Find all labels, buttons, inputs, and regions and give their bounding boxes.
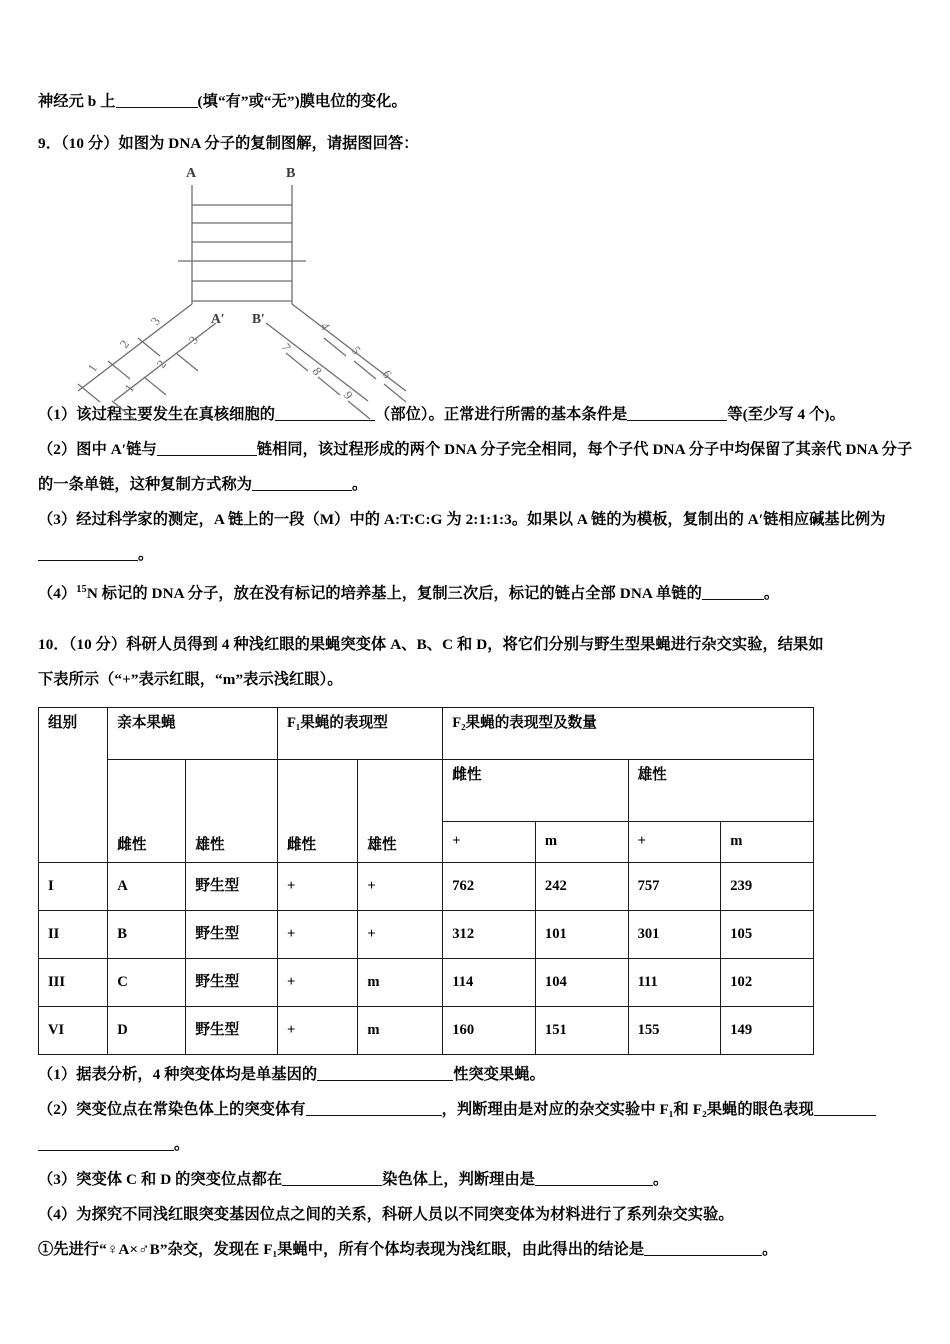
tick-num-left-inner-3: 3 [185, 333, 202, 347]
th-f1-female: 雌性 [277, 760, 357, 863]
q10-item-1-text-a: 据表分析，4 种突变体均是单基因的 [76, 1066, 318, 1084]
q10-item-2-text-a: 突变位点在常染色体上的突变体有 [76, 1101, 306, 1119]
fill-blank[interactable] [38, 560, 138, 561]
th-f2-female-m: m [535, 822, 628, 863]
th-group: 组别 [39, 708, 108, 863]
cell-f2-male-m: 102 [721, 959, 814, 1007]
q9-item-3-label: （3） [38, 511, 77, 528]
cell-parent-female: A [108, 863, 186, 911]
q10-item-1-text-b: 性突变果蝇。 [453, 1066, 545, 1084]
q10-item-1 [38, 1057, 920, 1092]
cell-parent-male: 野生型 [186, 959, 278, 1007]
tick-num-left-outer-2: 2 [116, 337, 133, 351]
q10-item-3-text-a: 突变体 C 和 D 的突变位点都在 [76, 1171, 283, 1189]
cross-experiment-table [38, 707, 814, 1055]
question-9-stem: 如图为 DNA 分子的复制图解，请据图回答： [118, 135, 419, 152]
q9-item-4-text-a: N 标记的 DNA 分子，放在没有标记的培养基上，复制三次后，标记的链占全部 DNA 单链的 [86, 585, 702, 603]
question-10-stem-line1: 科研人员得到 4 种浅红眼的果蝇突变体 A、B、C 和 D，将它们分别与野生型果蝇进行杂交实验，结果如 [126, 636, 824, 654]
tick-num-left-inner-1: 1 [121, 381, 138, 395]
cell-f1-female: + [277, 959, 357, 1007]
tick-num-left-inner-2: 2 [153, 357, 170, 371]
q10-sub-item-1-text-b: 。 [762, 1241, 778, 1259]
q9-item-3-text-b: 。 [138, 546, 154, 563]
q10-sub-item-1-text-a: 先进行“♀A×♂B”杂交，发现在 F₁果蝇中，所有个体均表现为浅红眼，由此得出的结论是 [53, 1241, 645, 1259]
cell-parent-female: B [108, 911, 186, 959]
question-10-number: 10． [38, 636, 69, 654]
th-f2-female-plus: + [443, 822, 536, 863]
fill-blank[interactable] [252, 490, 352, 491]
cell-f1-female: + [277, 911, 357, 959]
cell-group: VI [39, 1007, 108, 1055]
q10-item-2-continuation [38, 1127, 920, 1162]
cell-f2-female-plus: 312 [443, 911, 536, 959]
neuron-prefix-text: 神经元 b 上 [38, 93, 116, 110]
q9-item-2-text-b: 链相同，该过程形成的两个 DNA 分子完全相同，每个子代 DNA 分子中均保留了其亲代 DNA 分子的一条单链，这种复制方式称为 [38, 441, 913, 493]
fill-blank[interactable] [282, 1185, 382, 1186]
cell-f1-female: + [277, 1007, 357, 1055]
q10-item-4-text: 为探究不同浅红眼突变基因位点之间的关系，科研人员以不同突变体为材料进行了系列杂交实验。 [76, 1206, 734, 1224]
neuron-question-line [38, 84, 920, 119]
cell-group: II [39, 911, 108, 959]
th-f1: F₁果蝇的表现型 [277, 708, 442, 760]
th-parents: 亲本果蝇 [108, 708, 278, 760]
dna-replication-diagram [56, 163, 456, 402]
q9-item-2 [38, 432, 920, 502]
fill-blank[interactable] [306, 1115, 442, 1116]
question-10-heading-block [38, 627, 920, 697]
cell-parent-female: C [108, 959, 186, 1007]
tick-num-right-inner-9: 9 [340, 388, 356, 402]
q10-item-2-text-b: ，判断理由是对应的杂交实验中 F₁和 F₂果蝇的眼色表现 [441, 1101, 814, 1119]
cell-parent-female: D [108, 1007, 186, 1055]
tick-num-left-outer-1: 1 [84, 361, 101, 375]
table-header-row-1 [39, 708, 814, 760]
fill-blank[interactable] [702, 599, 764, 600]
cell-parent-male: 野生型 [186, 863, 278, 911]
isotope-superscript: 15 [76, 584, 87, 595]
cell-f2-female-plus: 762 [443, 863, 536, 911]
page-content [38, 84, 920, 1267]
cell-f2-female-m: 242 [535, 863, 628, 911]
q10-sub-item-1-label: ① [38, 1241, 54, 1259]
cell-f2-male-plus: 757 [628, 863, 721, 911]
fill-blank[interactable] [535, 1185, 653, 1186]
q10-item-3-text-b: 染色体上，判断理由是 [382, 1171, 536, 1189]
fill-blank[interactable] [38, 1150, 174, 1151]
table-row [39, 1007, 814, 1055]
th-f2-male: 雄性 [628, 760, 813, 822]
th-f2-male-plus: + [628, 822, 721, 863]
branch-right-outer [292, 304, 406, 391]
tick-num-right-outer-4: 4 [317, 319, 333, 333]
q9-item-2-text-c: 。 [352, 476, 368, 493]
q9-item-3-text-a: 经过科学家的测定，A 链上的一段（M）中的 A:T:C:G 为 2:1:1:3。如果以 A 链的为模板，复制出的 A′链相应碱基比例为 [76, 511, 886, 528]
th-parent-female: 雌性 [108, 760, 186, 863]
question-10-items [38, 1057, 920, 1267]
fill-blank[interactable] [275, 420, 375, 421]
tick-num-right-outer-6: 6 [379, 367, 395, 381]
cell-parent-male: 野生型 [186, 1007, 278, 1055]
table-row [39, 959, 814, 1007]
cell-f2-male-m: 149 [721, 1007, 814, 1055]
q9-item-4-label: （4） [38, 585, 77, 603]
q9-item-3 [38, 502, 920, 572]
cell-parent-male: 野生型 [186, 911, 278, 959]
cell-f2-female-m: 151 [535, 1007, 628, 1055]
cell-f2-female-m: 104 [535, 959, 628, 1007]
q10-item-3-text-c: 。 [653, 1171, 669, 1189]
question-9-heading [38, 126, 920, 161]
question-10-stem-line2-wrap [38, 662, 920, 697]
q10-item-2 [38, 1092, 920, 1127]
question-10-stem-line2: 下表所示（“+”表示红眼，“m”表示浅红眼）。 [38, 671, 343, 689]
fill-blank[interactable] [116, 107, 198, 108]
dna-replication-svg [56, 163, 456, 402]
question-9-score: （10 分） [60, 135, 119, 152]
question-9-items [38, 397, 920, 611]
fill-blank[interactable] [814, 1115, 876, 1116]
q10-item-3-label: （3） [38, 1171, 77, 1189]
tick-num-right-inner-8: 8 [309, 364, 325, 378]
table-header-row-2 [39, 760, 814, 822]
q9-item-2-text-a: 图中 A′链与 [76, 441, 157, 458]
cell-f1-male: m [358, 959, 443, 1007]
cell-group: I [39, 863, 108, 911]
cell-f2-female-m: 101 [535, 911, 628, 959]
fill-blank[interactable] [627, 420, 727, 421]
label-b: B [286, 166, 296, 181]
cell-f2-male-m: 105 [721, 911, 814, 959]
th-parent-male: 雄性 [186, 760, 278, 863]
cell-f2-male-plus: 111 [628, 959, 721, 1007]
cell-f1-female: + [277, 863, 357, 911]
q10-item-2-label: （2） [38, 1101, 77, 1119]
q9-item-1 [38, 397, 920, 432]
question-9-number: 9． [38, 135, 61, 152]
fill-blank[interactable] [157, 455, 257, 456]
q10-sub-item-1 [38, 1232, 920, 1267]
th-f2-male-m: m [721, 822, 814, 863]
cell-f1-male: + [358, 863, 443, 911]
cell-f1-male: + [358, 911, 443, 959]
q10-item-3 [38, 1162, 920, 1197]
question-10-score: （10 分） [68, 636, 127, 654]
tick-num-right-inner-7: 7 [278, 340, 294, 354]
fill-blank[interactable] [644, 1255, 762, 1256]
q9-item-1-text-a: 该过程主要发生在真核细胞的 [76, 406, 276, 423]
tick-num-right-outer-5: 5 [348, 343, 364, 357]
th-f1-male: 雄性 [358, 760, 443, 863]
cell-f2-male-plus: 301 [628, 911, 721, 959]
q10-item-2-text-c: 。 [174, 1136, 190, 1154]
q9-item-1-text-c: 等(至少写 4 个)。 [727, 406, 845, 423]
cell-f1-male: m [358, 1007, 443, 1055]
cell-f2-female-plus: 160 [443, 1007, 536, 1055]
question-10-heading [38, 627, 920, 662]
label-b-prime: B′ [252, 311, 265, 326]
q9-item-4 [38, 572, 920, 611]
table-row [39, 911, 814, 959]
cell-f2-female-plus: 114 [443, 959, 536, 1007]
branch-left-outer [78, 304, 192, 391]
th-f2-female: 雌性 [443, 760, 628, 822]
tick-num-left-outer-3: 3 [147, 314, 164, 328]
cell-group: III [39, 959, 108, 1007]
th-f2: F₂果蝇的表现型及数量 [443, 708, 814, 760]
q9-item-1-text-b: （部位）。正常进行所需的基本条件是 [375, 406, 628, 423]
cell-f2-male-m: 239 [721, 863, 814, 911]
q9-item-2-label: （2） [38, 441, 77, 458]
table-row [39, 863, 814, 911]
neuron-suffix-text: (填“有”或“无”)膜电位的变化。 [197, 93, 407, 110]
q9-item-4-text-b: 。 [763, 585, 780, 603]
q10-item-1-label: （1） [38, 1066, 77, 1084]
label-a-prime: A′ [211, 311, 225, 326]
q10-item-4-label: （4） [38, 1206, 77, 1224]
cell-f2-male-plus: 155 [628, 1007, 721, 1055]
label-a: A [186, 166, 197, 181]
fill-blank[interactable] [317, 1080, 453, 1081]
q9-item-1-label: （1） [38, 406, 77, 423]
q10-item-4 [38, 1197, 920, 1232]
